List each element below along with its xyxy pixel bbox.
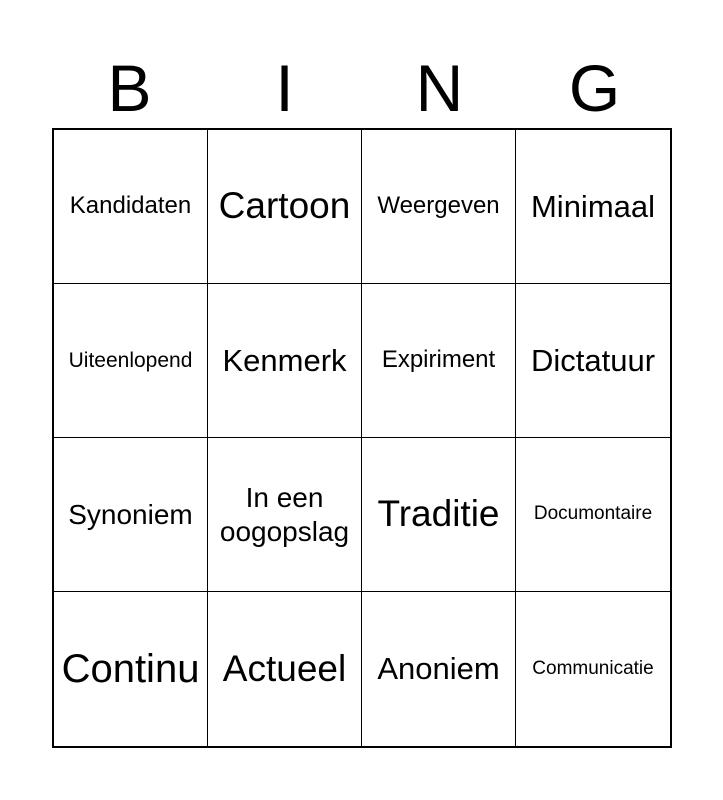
bingo-cell[interactable]: Expiriment bbox=[362, 284, 516, 438]
bingo-cell[interactable]: Weergeven bbox=[362, 130, 516, 284]
bingo-cell[interactable]: Continu bbox=[54, 592, 208, 746]
bingo-cell[interactable]: Minimaal bbox=[516, 130, 670, 284]
bingo-cell[interactable]: Documontaire bbox=[516, 438, 670, 592]
bingo-cell[interactable]: Anoniem bbox=[362, 592, 516, 746]
header-letter-g: G bbox=[568, 51, 621, 125]
header-letter-b: B bbox=[107, 51, 152, 125]
bingo-cell[interactable]: Traditie bbox=[362, 438, 516, 592]
bingo-cell[interactable]: Actueel bbox=[208, 592, 362, 746]
bingo-cell[interactable]: Uiteenlopend bbox=[54, 284, 208, 438]
bingo-board bbox=[52, 128, 672, 748]
bingo-cell[interactable]: Cartoon bbox=[208, 130, 362, 284]
bingo-cell[interactable]: Kandidaten bbox=[54, 130, 208, 284]
header-letter-n: N bbox=[415, 51, 464, 125]
bingo-header bbox=[52, 48, 672, 128]
bingo-cell[interactable]: Dictatuur bbox=[516, 284, 670, 438]
bingo-cell[interactable]: Synoniem bbox=[54, 438, 208, 592]
bingo-cell[interactable]: Communicatie bbox=[532, 657, 654, 679]
header-letter-i: I bbox=[275, 51, 294, 125]
bingo-cell[interactable]: Kenmerk bbox=[208, 284, 362, 438]
bingo-cell[interactable]: In een oogopslag bbox=[208, 438, 362, 592]
